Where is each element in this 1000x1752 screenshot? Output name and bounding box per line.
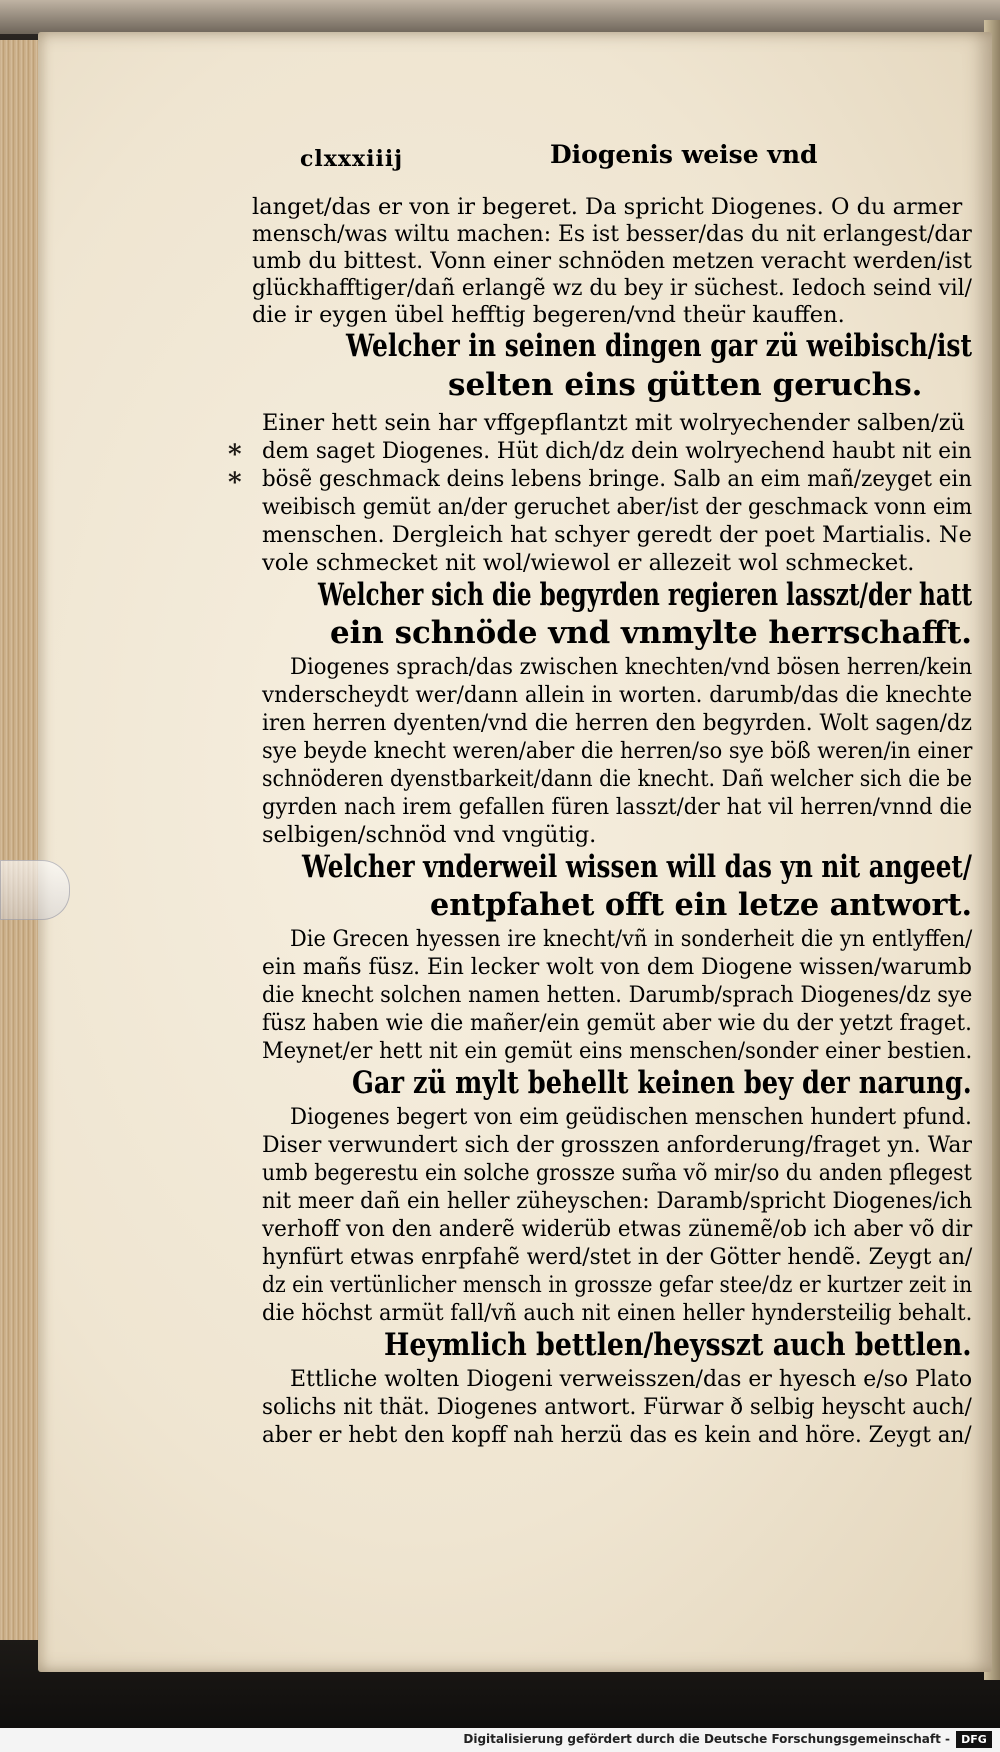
text-line: Diogenes sprach/das zwischen knechten/vnd bösen herren/kein <box>290 654 973 680</box>
text-line: solichs nit thät. Diogenes antwort. Fürwar ð selbig heyscht auch/ <box>262 1394 972 1420</box>
text-line: Diser verwundert sich der grosszen anforderung/fraget yn. War <box>262 1132 972 1158</box>
text-line: weibisch gemüt an/der geruchet aber/ist der geschmack vonn eim <box>262 494 973 520</box>
text-line: dz ein vertünlicher mensch in grossze gefar stee/dz er kurtzer zeit in <box>262 1272 973 1298</box>
text-line: nit meer dañ ein heller züheyschen: Daramb/spricht Diogenes/ich <box>262 1188 973 1214</box>
text-line: hynfürt etwas enrpfahẽ werd/stet in der Götter hendẽ. Zeygt an/ <box>262 1244 973 1270</box>
text-line: vole schmecket nit wol/wiewol er allezeit wol schmecket. <box>262 550 915 576</box>
text-line: die knecht solchen namen hetten. Darumb/sprach Diogenes/dz sye <box>262 982 973 1008</box>
running-title: Diogenis weise vnd <box>550 140 818 169</box>
text-line: Ettliche wolten Diogeni verweisszen/das er hyesch e/so Plato <box>290 1366 973 1392</box>
section-heading: Welcher sich die begyrden regieren lasszt/der hatt <box>318 577 973 613</box>
book-top-edge <box>0 0 1000 34</box>
text-line: glückhafftiger/dañ erlangẽ wz du bey ir süchest. Iedoch seind vil/ <box>252 275 972 301</box>
footer-credit: Digitalisierung gefördert durch die Deutsche Forschungsgemeinschaft - <box>463 1732 950 1746</box>
text-line: menschen. Dergleich hat schyer geredt der poet Martialis. Ne <box>262 522 972 548</box>
section-heading: Gar zü mylt behellt keinen bey der narung. <box>352 1065 972 1101</box>
margin-asterisk: * <box>228 468 242 498</box>
section-heading: ein schnöde vnd vnmylte herrschafft. <box>330 615 972 651</box>
text-line: verhoff von den anderẽ widerüb etwas zünemẽ/ob ich aber võ dir <box>262 1216 973 1242</box>
section-heading: entpfahet offt ein letze antwort. <box>430 887 973 923</box>
text-line: gyrden nach irem gefallen füren lasszt/der hat vil herren/vnnd die <box>262 794 973 820</box>
text-line: füsz haben wie die mañer/ein gemüt aber wie du der yetzt fraget. <box>262 1010 972 1036</box>
text-line: die höchst armüt fall/vñ auch nit einen heller hyndersteilig behalt. <box>262 1300 973 1326</box>
text-line: selbigen/schnöd vnd vngütig. <box>262 822 597 848</box>
text-line: Diogenes begert von eim geüdischen menschen hundert pfund. <box>290 1104 972 1130</box>
text-line: vnderscheydt wer/dann allein in worten. darumb/das die knechte <box>262 682 973 708</box>
text-line: umb du bittest. Vonn einer schnöden metzen veracht werden/ist <box>252 248 972 274</box>
text-line: mensch/was wiltu machen: Es ist besser/das du nit erlangest/dar <box>252 221 972 247</box>
section-heading: Heymlich bettlen/heysszt auch bettlen. <box>384 1327 972 1363</box>
text-line: schnöderen dyenstbarkeit/dann die knecht. Dañ welcher sich die be <box>262 766 973 792</box>
text-line: dem saget Diogenes. Hüt dich/dz dein wolryechend haubt nit ein <box>262 438 972 464</box>
text-line: umb begerestu ein solche grossze sum̃a võ mir/so du anden pflegest <box>262 1160 972 1186</box>
page-header <box>300 140 820 174</box>
text-line: Meynet/er hett nit ein gemüt eins menschen/sonder einer bestien. <box>262 1038 973 1064</box>
margin-asterisk: * <box>228 440 242 470</box>
text-line: sye beyde knecht weren/aber die herren/so sye böß weren/in einer <box>262 738 973 764</box>
folio-number: clxxxiiij <box>300 146 404 172</box>
section-heading: selten eins gütten geruchs. <box>448 367 923 403</box>
text-line: bösẽ geschmack deins lebens bringe. Salb an eim mañ/zeyget ein <box>262 466 972 492</box>
section-heading: Welcher vnderweil wissen will das yn nit angeet/ <box>302 849 972 885</box>
text-line: ein mañs füsz. Ein lecker wolt von dem Diogene wissen/warumb <box>262 954 972 980</box>
text-line: langet/das er von ir begeret. Da spricht Diogenes. O du armer <box>252 194 963 220</box>
section-heading: Welcher in seinen dingen gar zü weibisch/ist <box>346 328 972 364</box>
text-line: aber er hebt den kopff nah herzü das es kein and höre. Zeygt an/ <box>262 1422 972 1448</box>
text-line: Einer hett sein har vffgepflantzt mit wolryechender salben/zü <box>262 410 966 436</box>
text-line: die ir eygen übel hefftig begeren/vnd theür kauffen. <box>252 302 845 328</box>
text-line: Die Grecen hyessen ire knecht/vñ in sonderheit die yn entlyffen/ <box>290 926 973 952</box>
digitization-footer <box>0 1728 1000 1752</box>
page-clip <box>0 860 70 920</box>
text-line: iren herren dyenten/vnd die herren den begyrden. Wolt sagen/dz <box>262 710 972 736</box>
dfg-logo: DFG <box>956 1731 992 1748</box>
